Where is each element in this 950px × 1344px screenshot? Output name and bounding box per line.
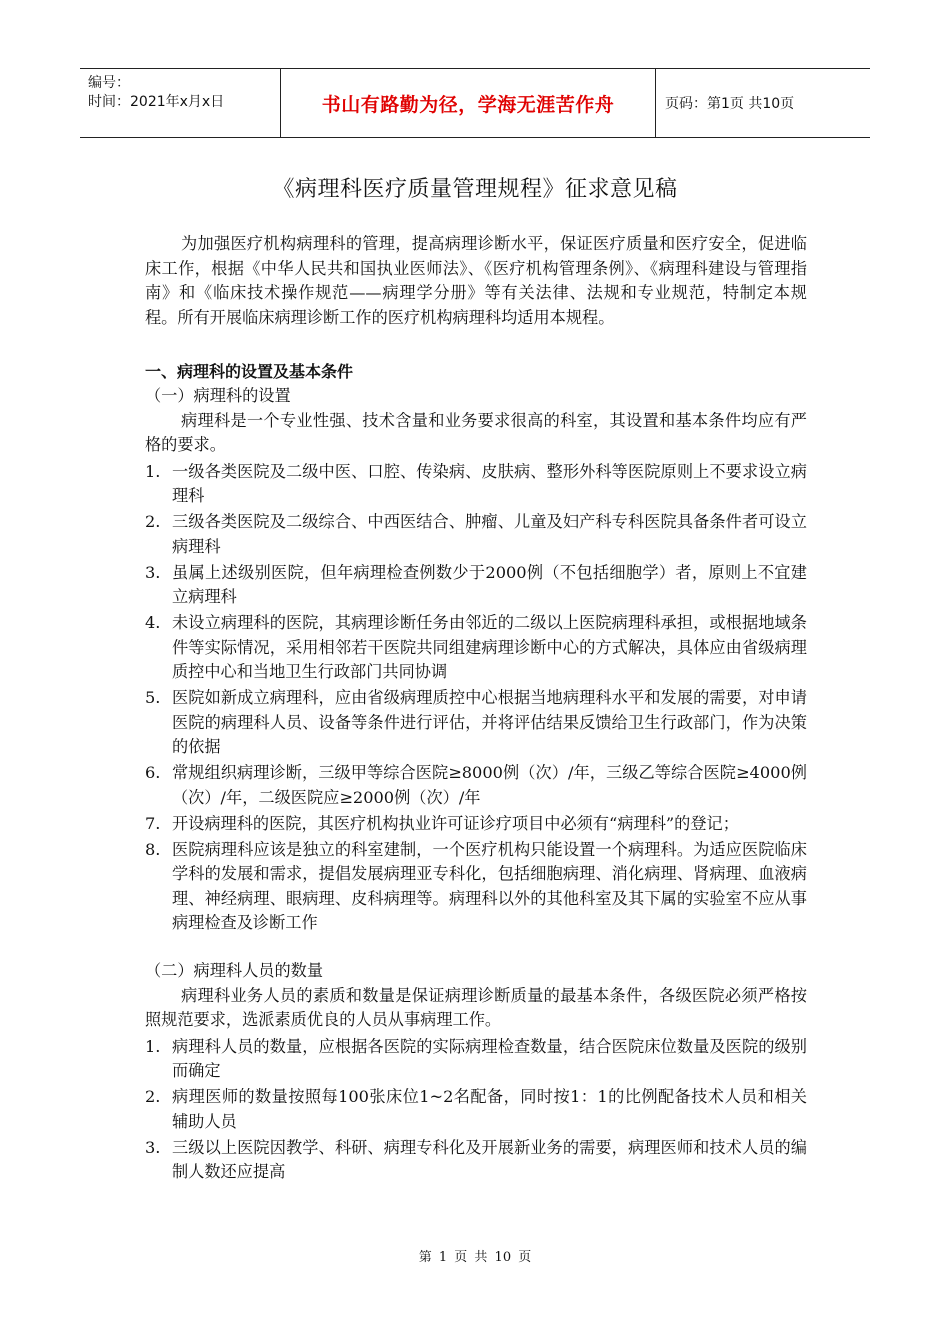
- item-text: 病理医师的数量按照每100张床位1~2名配备，同时按1：1的比例配备技术人员和相关辅助人员: [172, 1087, 807, 1131]
- item-number: 4.: [145, 613, 161, 632]
- page-footer: 第 1 页 共 10 页: [418, 1250, 532, 1265]
- item-number: 2.: [145, 1087, 161, 1106]
- section-spacer: [145, 937, 807, 959]
- list-item: [145, 838, 807, 936]
- item-number: 3.: [145, 562, 161, 582]
- subsection-2-title: （二）病理科人员的数量: [145, 961, 324, 980]
- item-text: 三级各类医院及二级综合、中西医结合、肿瘤、儿童及妇产科专科医院具备条件者可设立病理科: [172, 512, 807, 556]
- item-number: 5.: [145, 688, 161, 707]
- item-text: 常规组织病理诊断，三级甲等综合医院≥8000例（次）/年，三级乙等综合医院≥4000例（次）/年，二级医院应≥2000例（次）/年: [172, 763, 807, 807]
- subsection-1-title: （一）病理科的设置: [145, 386, 291, 405]
- document-title: 《病理科医疗质量管理规程》征求意见稿: [272, 177, 678, 202]
- subsection-2-list: [145, 1035, 807, 1185]
- item-text: 医院如新成立病理科，应由省级病理质控中心根据当地病理科水平和发展的需要，对申请医院的病理科人员、设备等条件进行评估，并将评估结果反馈给卫生行政部门，作为决策的依据: [172, 688, 807, 756]
- document-date: 时间：2021年x月x日: [88, 94, 225, 110]
- list-item: [145, 1085, 807, 1134]
- item-number: 2.: [145, 512, 161, 531]
- header-motto: 书山有路勤为径，学海无涯苦作舟: [280, 69, 656, 137]
- list-item: [145, 611, 807, 685]
- list-item: [145, 1136, 807, 1185]
- header-page-info: 页码：第1页 共10页: [665, 96, 795, 112]
- list-item: [145, 812, 807, 837]
- item-text: 未设立病理科的医院，其病理诊断任务由邻近的二级以上医院病理科承担，或根据地域条件等实际情况，采用相邻若干医院共同组建病理诊断中心的方式解决，具体应由省级病理质控中心和当地卫生行政部门共同协调: [172, 613, 807, 681]
- document-header: [80, 68, 870, 138]
- item-number: 7.: [145, 813, 161, 833]
- item-number: 6.: [145, 763, 161, 782]
- list-item: [145, 761, 807, 810]
- subsection-2-intro: 病理科业务人员的素质和数量是保证病理诊断质量的最基本条件，各级医院必须严格按照规范要求，选派素质优良的人员从事病理工作。: [145, 985, 807, 1029]
- document-body: [145, 232, 807, 1186]
- list-item: [145, 460, 807, 509]
- item-text: 医院病理科应该是独立的科室建制，一个医疗机构只能设置一个病理科。为适应医院临床学科的发展和需求，提倡发展病理亚专科化，包括细胞病理、消化病理、肾病理、血液病理、神经病理、眼病理、皮科病理等。病理科以外的其他科室及其下属的实验室不应从事病理检查及诊断工作: [172, 839, 807, 932]
- intro-paragraph: 为加强医疗机构病理科的管理，提高病理诊断水平，保证医疗质量和医疗安全，促进临床工作，根据《中华人民共和国执业医师法》、《医疗机构管理条例》、《病理科建设与管理指南》和《临床技术操作规范——病理学分册》等有关法律、法规和专业规范，特制定本规程。所有开展临床病理诊断工作的医疗机构病理科均适用本规程。: [145, 234, 807, 327]
- subsection-1-list: [145, 460, 807, 936]
- subsection-1-intro: 病理科是一个专业性强、技术含量和业务要求很高的科室，其设置和基本条件均应有严格的要求。: [145, 410, 807, 454]
- list-item: [145, 686, 807, 760]
- header-left-cell: [80, 69, 280, 137]
- list-item: [145, 561, 807, 610]
- list-item: [145, 1035, 807, 1084]
- section-1-title: 一、病理科的设置及基本条件: [145, 362, 354, 381]
- item-text: 三级以上医院因教学、科研、病理专科化及开展新业务的需要，病理医师和技术人员的编制人数还应提高: [172, 1137, 807, 1181]
- item-number: 1.: [145, 461, 161, 481]
- item-number: 3.: [145, 1137, 161, 1157]
- item-text: 一级各类医院及二级中医、口腔、传染病、皮肤病、整形外科等医院原则上不要求设立病理科: [172, 461, 807, 505]
- list-item: [145, 510, 807, 559]
- item-text: 病理科人员的数量，应根据各医院的实际病理检查数量，结合医院床位数量及医院的级别而确定: [172, 1036, 807, 1080]
- document-number-label: 编号：: [88, 75, 130, 91]
- item-number: 1.: [145, 1036, 161, 1056]
- item-text: 开设病理科的医院，其医疗机构执业许可证诊疗项目中必须有“病理科”的登记；: [172, 813, 739, 833]
- item-number: 8.: [145, 839, 161, 859]
- item-text: 虽属上述级别医院，但年病理检查例数少于2000例（不包括细胞学）者，原则上不宜建立病理科: [172, 562, 807, 606]
